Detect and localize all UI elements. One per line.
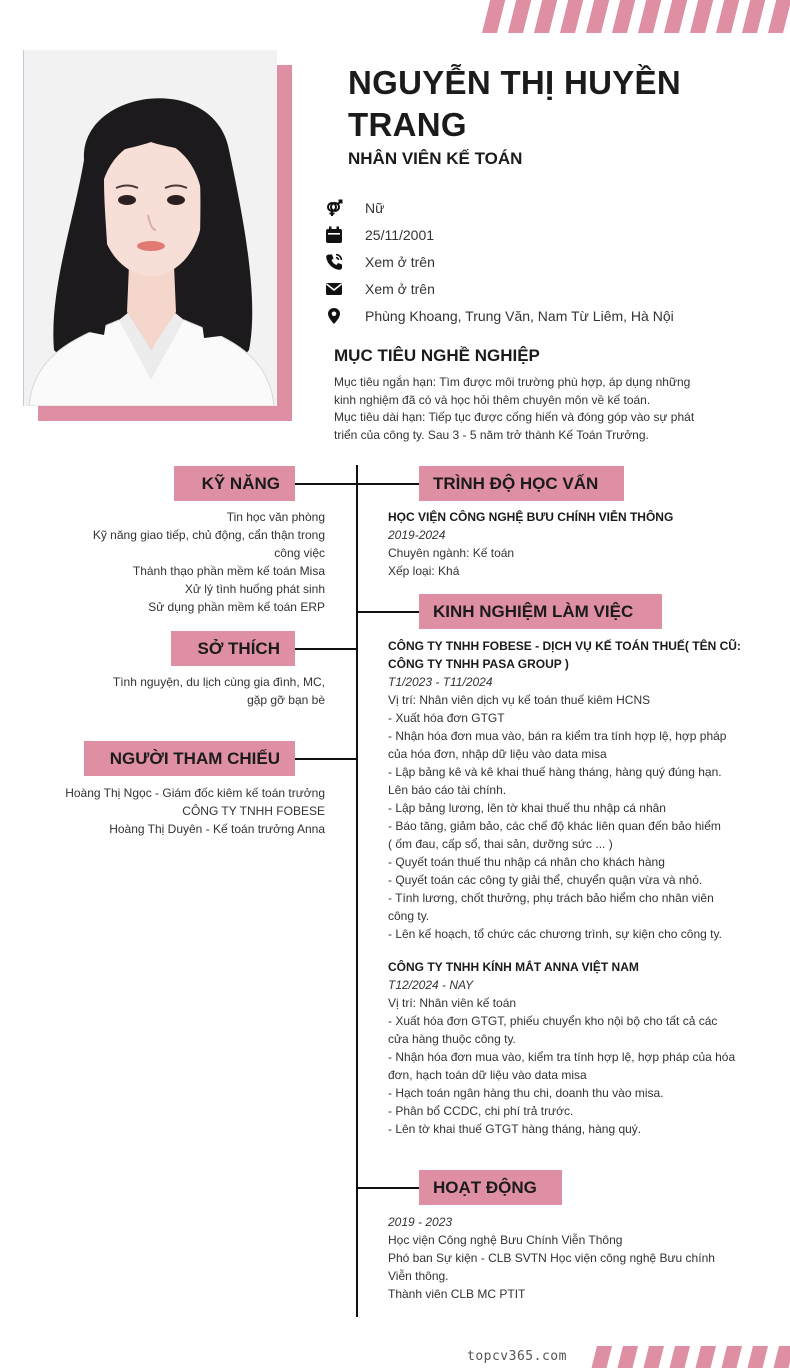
hobbies-heading: SỞ THÍCH (171, 631, 295, 666)
objective-text (334, 374, 729, 444)
company-name: CÔNG TY TNHH FOBESE - DỊCH VỤ KẾ TOÁN THUẾ( TÊN CŨ: (388, 639, 741, 653)
job-line: - Nhận hóa đơn mua vào, kiểm tra tính hợp lệ, hợp pháp của hóa (388, 1050, 736, 1064)
stripe-decoration (481, 0, 506, 33)
job-line: - Tính lương, chốt thưởng, phụ trách bảo hiểm cho nhân viên (388, 891, 714, 905)
job-line: - Lập bảng lương, lên tờ khai thuế thu nhập cá nhân (388, 801, 666, 815)
stripe-decoration (585, 0, 610, 33)
references-list (65, 784, 325, 838)
reference-item: Hoàng Thị Duyên - Kế toán trưởng Anna (109, 822, 325, 836)
activities-block (388, 1213, 756, 1303)
stripe-decoration (746, 1346, 769, 1368)
email-text: Xem ở trên (365, 280, 435, 297)
contact-gender (322, 194, 762, 221)
skills-list (93, 508, 325, 616)
skill-item: Thành thạo phần mềm kế toán Misa (132, 564, 325, 578)
stripe-decoration (689, 0, 714, 33)
education-period: 2019-2024 (388, 528, 446, 542)
contact-list (322, 194, 762, 329)
company-name: CÔNG TY TNHH PASA GROUP ) (388, 657, 569, 671)
timeline-connector (295, 758, 357, 760)
stripe-decoration (663, 0, 688, 33)
skill-item: Kỹ năng giao tiếp, chủ động, cẩn thận trong (92, 528, 325, 542)
references-heading: NGƯỜI THAM CHIẾU (84, 741, 295, 776)
job-line: đơn, hạch toán dữ liệu vào data misa (388, 1068, 587, 1082)
job-line: công ty. (388, 909, 430, 923)
stripe-decoration (741, 0, 766, 33)
job-line: - Xuất hóa đơn GTGT (388, 711, 505, 725)
timeline-connector (357, 483, 419, 485)
company-name: CÔNG TY TNHH KÍNH MẮT ANNA VIỆT NAM (388, 960, 639, 974)
job-line: - Lên kế hoạch, tổ chức các chương trình, sự kiện cho công ty. (388, 927, 722, 941)
hobby-item: Tình nguyện, du lịch cùng gia đình, MC, (112, 675, 325, 689)
calendar-icon (324, 226, 344, 244)
job-line: - Quyết toán các công ty giải thể, chuyển quận vừa và nhỏ. (388, 873, 703, 887)
hobby-item: gặp gỡ bạn bè (247, 693, 325, 707)
skills-heading: KỸ NĂNG (174, 466, 295, 501)
experience-job (388, 958, 756, 1138)
address-text: Phùng Khoang, Trung Văn, Nam Từ Liêm, Hà Nội (365, 307, 674, 324)
contact-phone (322, 248, 762, 275)
birthday-text: 25/11/2001 (365, 226, 435, 243)
phone-icon (324, 253, 344, 271)
top-stripes-decoration (480, 0, 790, 33)
objective-heading: MỤC TIÊU NGHỀ NGHIỆP (334, 346, 540, 365)
activities-period: 2019 - 2023 (388, 1215, 453, 1229)
stripe-decoration (767, 0, 790, 33)
timeline-line (356, 465, 358, 1317)
stripe-decoration (637, 0, 662, 33)
school-name: HỌC VIỆN CÔNG NGHỆ BƯU CHÍNH VIỄN THÔNG (388, 510, 674, 524)
skill-item: Sử dụng phần mềm kế toán ERP (148, 600, 325, 614)
hobbies-list (113, 673, 325, 709)
job-line: - Lên tờ khai thuế GTGT hàng tháng, hàng quý. (388, 1122, 642, 1136)
activity-line: Học viện Công nghệ Bưu Chính Viễn Thông (388, 1233, 623, 1247)
job-line: - Nhận hóa đơn mua vào, bán ra kiểm tra tính hợp lệ, hợp pháp (388, 729, 727, 743)
stripe-decoration (772, 1346, 790, 1368)
job-line: của hóa đơn, nhập dữ liệu vào data misa (388, 747, 607, 761)
job-line: Lên báo cáo tài chính. (388, 783, 507, 797)
education-heading: TRÌNH ĐỘ HỌC VẤN (419, 466, 624, 501)
phone-text: Xem ở trên (365, 253, 435, 270)
bottom-stripes-decoration (588, 1346, 790, 1368)
timeline-connector (357, 1187, 419, 1189)
stripe-decoration (715, 0, 740, 33)
education-block (388, 508, 756, 580)
gender-text: Nữ (365, 199, 385, 216)
candidate-name: NGUYỄN THỊ HUYỀN TRANG (348, 64, 681, 143)
job-line: - Báo tăng, giảm bảo, các chế độ khác liên quan đến bảo hiểm (388, 819, 721, 833)
activity-line: Phó ban Sự kiện - CLB SVTN Học viện công nghệ Bưu chính (388, 1251, 715, 1265)
experience-heading: KINH NGHIỆM LÀM VIỆC (419, 594, 662, 629)
objective-line: triển của công ty. Sau 3 - 5 năm trở thành Kế Toán Trưởng. (334, 427, 649, 442)
education-major: Chuyên ngành: Kế toán (388, 546, 515, 560)
job-line: ( ốm đau, cấp sổ, thai sản, dưỡng sức ... ) (388, 837, 613, 851)
skill-item: Tin học văn phòng (226, 510, 325, 524)
stripe-decoration (507, 0, 532, 33)
job-period: T1/2023 - T11/2024 (388, 675, 493, 689)
job-line: - Xuất hóa đơn GTGT, phiếu chuyển kho nội bộ cho tất cả các (388, 1014, 718, 1028)
stripe-decoration (642, 1346, 665, 1368)
email-icon (324, 280, 344, 298)
job-line: Vị trí: Nhân viên dịch vụ kế toán thuế kiêm HCNS (388, 693, 651, 707)
stripe-decoration (533, 0, 558, 33)
objective-line: Mục tiêu ngắn hạn: Tìm được môi trường phù hợp, áp dụng những (334, 375, 691, 389)
activities-heading: HOẠT ĐỘNG (419, 1170, 562, 1205)
timeline-connector (357, 611, 419, 613)
contact-birthday (322, 221, 762, 248)
job-line: - Lập bảng kê và kê khai thuế hàng tháng, hàng quý đúng hạn. (388, 765, 722, 779)
objective-line: kinh nghiệm đã có và học hỏi thêm chuyên môn về kế toán. (334, 392, 651, 407)
gender-icon (324, 199, 344, 217)
job-line: Vị trí: Nhân viên kế toán (388, 996, 517, 1010)
contact-email (322, 275, 762, 302)
timeline-connector (295, 483, 357, 485)
experience-job (388, 637, 756, 943)
stripe-decoration (694, 1346, 717, 1368)
job-line: - Hạch toán ngân hàng thu chi, doanh thu vào misa. (388, 1086, 664, 1100)
reference-item: CÔNG TY TNHH FOBESE (182, 804, 325, 818)
stripe-decoration (720, 1346, 743, 1368)
objective-line: Mục tiêu dài hạn: Tiếp tục được cống hiến và đóng góp vào sự phát (334, 410, 695, 424)
job-title: NHÂN VIÊN KẾ TOÁN (348, 149, 523, 168)
stripe-decoration (611, 0, 636, 33)
education-grade: Xếp loại: Khá (388, 564, 460, 578)
stripe-decoration (559, 0, 584, 33)
profile-photo (23, 50, 277, 406)
job-period: T12/2024 - NAY (388, 978, 474, 992)
stripe-decoration (590, 1346, 613, 1368)
job-line: - Quyết toán thuế thu nhập cá nhân cho khách hàng (388, 855, 665, 869)
reference-item: Hoàng Thị Ngọc - Giám đốc kiêm kế toán trưởng (65, 786, 325, 800)
job-line: - Phân bổ CCDC, chi phí trả trước. (388, 1104, 574, 1118)
stripe-decoration (668, 1346, 691, 1368)
location-icon (324, 307, 344, 325)
contact-address (322, 302, 762, 329)
activity-line: Thành viên CLB MC PTIT (388, 1287, 526, 1301)
activity-line: Viễn thông. (388, 1269, 449, 1283)
skill-item: Xử lý tình huống phát sinh (184, 582, 325, 596)
footer-brand: topcv365.com (467, 1349, 567, 1364)
job-line: cửa hàng thuộc công ty. (388, 1032, 516, 1046)
timeline-connector (295, 648, 357, 650)
skill-item: công việc (274, 546, 325, 560)
stripe-decoration (616, 1346, 639, 1368)
